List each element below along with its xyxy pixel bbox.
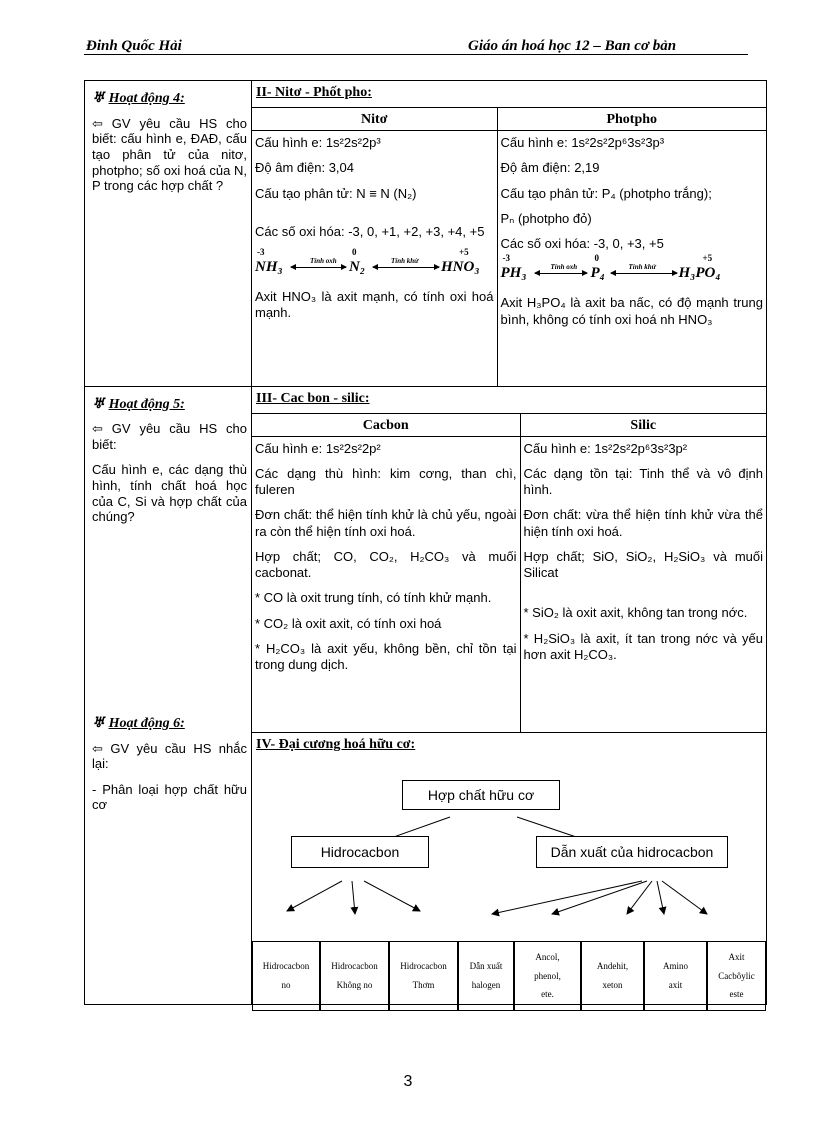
carbon-allotropes: Các dạng thù hình: kim cơng, than chì, fuleren (255, 465, 517, 497)
category-line: ete. (541, 989, 554, 1000)
lesson-table (84, 80, 767, 1005)
phosphorus-structure-1: Cấu tạo phân tử: P₄ (photpho trắng); (500, 185, 712, 201)
category-box (514, 941, 581, 1011)
section2-cell (252, 81, 767, 387)
carbon-h2co3: * H₂CO₃ là axit yếu, không bền, chỉ tồn tại trong dung dịch. (255, 640, 517, 672)
carbon-co: * CO là oxit trung tính, có tính khử mạnh. (255, 590, 492, 606)
category-box (252, 941, 320, 1011)
silicon-sio2: * SiO₂ là oxit axit, không tan trong nớc. (523, 605, 748, 621)
nitrogen-species-a: NH₃ (255, 259, 283, 275)
phosphorus-config: Cấu hình e: 1s²2s²2p⁶3s²3p³ (500, 135, 665, 150)
activity4-text: ⇦ GV yêu cầu HS cho biết: cấu hình e, ĐAĐ, cấu tạo phân tử của nitơ, photpho; số oxi hoá của N, P trong các hợp chất ? (92, 115, 248, 194)
activity6-text2: - Phân loại hợp chất hữu cơ (92, 781, 247, 813)
category-line: no (281, 980, 291, 990)
section2-title: II- Nitơ - Phốt pho: (252, 81, 766, 108)
category-box (458, 941, 514, 1011)
category-box (707, 941, 766, 1011)
category-line: axit (668, 980, 683, 990)
category-line: xeton (602, 980, 623, 990)
category-line: Hidrocacbon (262, 961, 310, 972)
nitrogen-note: Axit HNO₃ là axit mạnh, có tính oxi hoá mạnh. (255, 289, 494, 321)
row-activity4 (85, 81, 767, 387)
category-line: este (729, 989, 744, 1000)
silicon-forms: Các dạng tồn tại: Tinh thể và vô định hình. (523, 465, 763, 497)
nitrogen-electronegativity: Độ âm điện: 3,04 (255, 160, 355, 176)
category-line: Axit (728, 951, 745, 962)
category-line: Ancol, (535, 951, 560, 962)
category-box (581, 941, 644, 1011)
star-icon: ♅ (92, 91, 105, 106)
activity4-heading: ♅ Hoạt động 4: (92, 91, 185, 106)
double-arrow-icon (611, 273, 677, 274)
category-line: phenol, (534, 970, 561, 981)
category-box (389, 941, 458, 1011)
activity6-heading: ♅ Hoạt động 6: (92, 715, 185, 731)
page-number: 3 (403, 1073, 413, 1090)
nitrogen-col (252, 131, 497, 386)
carbon-head: Cacbon (252, 414, 520, 437)
section3-grid (252, 414, 766, 733)
phosphorus-ox-a: -3 (502, 253, 510, 264)
silicon-col (520, 436, 766, 732)
category-line: Hidrocacbon (400, 961, 447, 972)
phosphorus-arrow2-label: Tính khử (628, 263, 656, 272)
phosphorus-head: Photpho (497, 108, 766, 131)
nitrogen-reaction (255, 249, 494, 279)
carbon-element: Đơn chất: thể hiện tính khử là chủ yếu, ngoài ra còn thể hiện tính oxi hoá. (255, 507, 517, 539)
header-title: Giáo án hoá học 12 – Ban cơ bản (468, 38, 677, 54)
phosphorus-species-a: PH₃ (500, 265, 527, 282)
star-icon: ♅ (92, 396, 105, 412)
nitrogen-oxidation-states: Các số oxi hóa: -3, 0, +1, +2, +3, +4, +5 (255, 223, 485, 239)
phosphorus-species-b: P₄ (590, 265, 605, 282)
phosphorus-ox-b: 0 (594, 253, 599, 264)
header-rule (84, 54, 748, 55)
nitrogen-structure: Cấu tạo phân tử: N ≡ N (N₂) (255, 185, 417, 201)
phosphorus-reaction (501, 255, 764, 285)
carbon-col (252, 436, 520, 732)
double-arrow-icon (291, 267, 346, 268)
category-line: Andehit, (596, 961, 629, 972)
activity6-text1: ⇦ GV yêu cầu HS nhắc lại: (92, 740, 247, 772)
silicon-head: Silic (520, 414, 766, 437)
phosphorus-ox-c: +5 (702, 253, 713, 264)
category-box (320, 941, 389, 1011)
category-line: Hidrocacbon (331, 961, 378, 972)
silicon-compounds: Hợp chất; SiO, SiO₂, H₂SiO₃ và muối Silicat (523, 548, 763, 580)
silicon-h2sio3: * H₂SiO₃ là axit, ít tan trong nớc và yếu hơn axit H₂CO₃. (523, 630, 763, 662)
phosphorus-col (497, 131, 766, 386)
nitrogen-arrow1-label: Tính oxh (310, 257, 337, 265)
section2-grid (252, 108, 766, 386)
section4-title: IV- Đại cương hoá hữu cơ: (256, 737, 416, 752)
nitrogen-ox-a: -3 (257, 247, 265, 257)
phosphorus-structure-2: Pₙ (photpho đỏ) (500, 210, 592, 226)
carbon-compounds: Hợp chất; CO, CO₂, H₂CO₃ và muối cacbonat. (255, 548, 517, 580)
phosphorus-note: Axit H₃PO₄ là axit ba nấc, có độ mạnh trung bình, không có tính oxi hoá nh HNO₃ (500, 295, 763, 327)
activity5-text2: Cấu hình e, các dạng thù hình, tính chất hoá học của C, Si và hợp chất của chúng? (92, 462, 247, 525)
double-arrow-icon (535, 273, 587, 274)
silicon-element: Đơn chất: vừa thể hiện tính khử vừa thể hiện tính oxi hoá. (523, 507, 763, 539)
nitrogen-ox-b: 0 (352, 247, 357, 257)
category-line: Dẫn xuất (469, 961, 503, 972)
root-node: Hợp chất hữu cơ (402, 780, 560, 810)
hydrocarbon-node: Hidrocacbon (291, 836, 429, 868)
hand-pointer-icon: ⇦ (92, 421, 112, 437)
activity5-heading: ♅ Hoạt động 5: (92, 396, 185, 412)
nitrogen-arrow2-label: Tính khử (391, 257, 419, 265)
phosphorus-electronegativity: Độ âm điện: 2,19 (500, 160, 600, 176)
activity5-cell (85, 386, 252, 1005)
carbon-config: Cấu hình e: 1s²2s²2p² (255, 440, 381, 456)
derivative-node: Dẫn xuất của hidrocacbon (536, 836, 728, 868)
nitrogen-species-c: HNO₃ (441, 259, 480, 275)
category-box (644, 941, 707, 1011)
nitrogen-head: Nitơ (252, 108, 497, 131)
activity4-cell (85, 81, 252, 387)
nitrogen-species-b: N₂ (349, 259, 366, 275)
category-line: halogen (471, 980, 501, 990)
category-line: Cacbôylic (718, 970, 755, 981)
silicon-config: Cấu hình e: 1s²2s²2p⁶3s²3p² (523, 440, 688, 456)
header-author: Đinh Quốc Hải (86, 38, 182, 54)
nitrogen-ox-c: +5 (459, 247, 469, 257)
section3-4-cell (252, 386, 767, 1005)
category-line: Thơm (412, 980, 435, 990)
phosphorus-oxidation-states: Các số oxi hóa: -3, 0, +3, +5 (500, 236, 664, 251)
carbon-co2: * CO₂ là oxit axit, có tính oxi hoá (255, 615, 442, 631)
category-line: Amino (662, 961, 688, 972)
nitrogen-config: Cấu hình e: 1s²2s²2p³ (255, 135, 381, 150)
hand-pointer-icon: ⇦ (92, 740, 111, 756)
organic-classification-diagram (252, 759, 766, 1004)
activity5-text1: ⇦ GV yêu cầu HS cho biết: (92, 421, 248, 452)
hand-pointer-icon: ⇦ (92, 115, 112, 131)
row-activity5 (85, 386, 767, 1005)
phosphorus-species-c: H₃PO₄ (678, 265, 721, 282)
phosphorus-arrow1-label: Tính oxh (550, 263, 578, 272)
double-arrow-icon (373, 267, 439, 268)
star-icon: ♅ (92, 715, 105, 731)
section3-title: III- Cac bon - silic: (252, 387, 766, 414)
category-line: Không no (336, 980, 373, 990)
